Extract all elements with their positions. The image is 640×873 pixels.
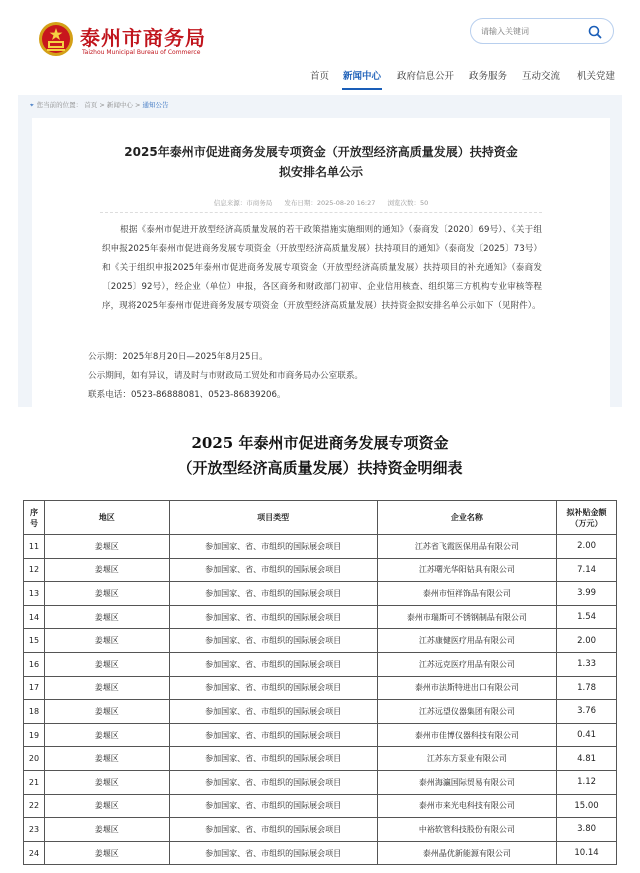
header-no-line2: 号	[29, 517, 38, 528]
row-no: 20	[24, 747, 45, 771]
row-amount: 2.00	[557, 535, 617, 559]
article-meta	[32, 198, 610, 207]
row-no: 15	[24, 629, 45, 653]
table-row	[24, 841, 617, 865]
breadcrumb-prefix: 您当前的位置：	[36, 101, 83, 109]
row-amount: 1.78	[557, 676, 617, 700]
nav-item-interaction[interactable]: 互动交流	[522, 71, 561, 82]
row-company: 泰州晶优新能源有限公司	[377, 841, 556, 865]
row-no: 23	[24, 818, 45, 842]
row-no: 17	[24, 676, 45, 700]
row-no: 14	[24, 605, 45, 629]
article-source: 信息来源：市商务局	[213, 199, 273, 207]
row-project-type: 参加国家、省、市组织的国际展会项目	[169, 700, 377, 724]
site-logo-subtitle: Taizhou Municipal Bureau of Commerce	[82, 49, 201, 56]
row-no: 24	[24, 841, 45, 865]
row-project-type: 参加国家、省、市组织的国际展会项目	[169, 676, 377, 700]
table-row	[24, 794, 617, 818]
row-region: 姜堰区	[44, 652, 169, 676]
article-date: 发布日期：2025-08-20 16:27	[284, 199, 376, 207]
row-no: 19	[24, 723, 45, 747]
row-region: 姜堰区	[44, 723, 169, 747]
table-row	[24, 629, 617, 653]
doc-title-line2: （开放型经济高质量发展）扶持资金明细表	[177, 459, 463, 477]
breadcrumb-separator: >	[99, 101, 105, 109]
site-logo-title[interactable]: 泰州市商务局	[80, 26, 206, 50]
row-company: 泰州市法斯特进出口有限公司	[377, 676, 556, 700]
row-project-type: 参加国家、省、市组织的国际展会项目	[169, 652, 377, 676]
row-region: 姜堰区	[44, 582, 169, 606]
row-company: 泰州市恒祥饰品有限公司	[377, 582, 556, 606]
header-no-line1: 序	[29, 506, 38, 517]
row-region: 姜堰区	[44, 770, 169, 794]
row-amount: 1.12	[557, 770, 617, 794]
row-no: 11	[24, 535, 45, 559]
breadcrumb-notices[interactable]: 通知公告	[142, 101, 169, 109]
table-row	[24, 770, 617, 794]
row-region: 姜堰区	[44, 558, 169, 582]
national-emblem-icon	[38, 20, 74, 58]
row-project-type: 参加国家、省、市组织的国际展会项目	[169, 747, 377, 771]
row-region: 姜堰区	[44, 747, 169, 771]
row-company: 江苏东方泵业有限公司	[377, 747, 556, 771]
article-body: 根据《泰州市促进开放型经济高质量发展的若干政策措施实施细则的通知》（泰商发〔2020〕69号）、《关于组织申报2025年泰州市促进商务发展专项资金（开放型经济高质量发展）扶持项目的通知》（泰商发〔2025〕73号）和《关于组织申报2025年泰州市促进商务发展专项资金（开放型经济高质量发展）扶持项目的补充通知》（泰商发〔2025〕92号），经企业（单位）申报，各区商务和财政部门初审、企业信用核查、组织第三方机构专业审核等程序，现将2025年泰州市促进商务发展专项资金（开放型经济高质量发展）扶持资金拟安排名单公示如下（见附件）。	[102, 225, 542, 311]
nav-item-news[interactable]: 新闻中心	[343, 71, 382, 82]
contact-phone: 联系电话：0523-86888081、0523-86839206。	[88, 390, 286, 400]
row-region: 姜堰区	[44, 700, 169, 724]
row-project-type: 参加国家、省、市组织的国际展会项目	[169, 841, 377, 865]
header-company: 企业名称	[377, 501, 556, 535]
article-title-line1: 2025年泰州市促进商务发展专项资金（开放型经济高质量发展）扶持资金	[124, 145, 518, 159]
row-company: 江苏远望仪器集团有限公司	[377, 700, 556, 724]
breadcrumb-news[interactable]: 新闻中心	[106, 101, 133, 109]
header-project-type: 项目类型	[169, 501, 377, 535]
search-icon[interactable]	[587, 24, 603, 40]
main-nav	[0, 68, 640, 90]
breadcrumb	[30, 100, 168, 110]
breadcrumb-separator: >	[134, 101, 141, 109]
table-row	[24, 605, 617, 629]
row-amount: 1.54	[557, 605, 617, 629]
table-row	[24, 535, 617, 559]
table-header-row	[24, 501, 617, 535]
row-region: 姜堰区	[44, 535, 169, 559]
nav-item-home[interactable]: 首页	[310, 71, 330, 82]
article-title-line2: 拟安排名单公示	[278, 165, 363, 179]
search-box	[470, 18, 614, 44]
row-project-type: 参加国家、省、市组织的国际展会项目	[169, 558, 377, 582]
row-project-type: 参加国家、省、市组织的国际展会项目	[169, 605, 377, 629]
row-amount: 15.00	[557, 794, 617, 818]
table-row	[24, 582, 617, 606]
row-region: 姜堰区	[44, 841, 169, 865]
row-amount: 7.14	[557, 558, 617, 582]
row-amount: 10.14	[557, 841, 617, 865]
breadcrumb-home[interactable]: 首页	[84, 101, 98, 109]
table-row	[24, 558, 617, 582]
table-row	[24, 723, 617, 747]
row-region: 姜堰区	[44, 605, 169, 629]
row-company: 泰州市来光电科技有限公司	[377, 794, 556, 818]
nav-item-services[interactable]: 政务服务	[469, 71, 508, 82]
row-project-type: 参加国家、省、市组织的国际展会项目	[169, 723, 377, 747]
row-company: 泰州海瀛国际贸易有限公司	[377, 770, 556, 794]
row-project-type: 参加国家、省、市组织的国际展会项目	[169, 770, 377, 794]
row-company: 江苏康健医疗用品有限公司	[377, 629, 556, 653]
row-region: 姜堰区	[44, 818, 169, 842]
row-company: 江苏曙光华阳钻具有限公司	[377, 558, 556, 582]
row-amount: 0.41	[557, 723, 617, 747]
row-amount: 1.33	[557, 652, 617, 676]
doc-title-line1: 2025 年泰州市促进商务发展专项资金	[191, 434, 449, 452]
row-no: 18	[24, 700, 45, 724]
table-row	[24, 652, 617, 676]
header-amount	[557, 501, 617, 535]
row-project-type: 参加国家、省、市组织的国际展会项目	[169, 582, 377, 606]
row-amount: 3.99	[557, 582, 617, 606]
row-no: 21	[24, 770, 45, 794]
header-amount-line1: 拟补贴金额	[566, 506, 607, 517]
row-region: 姜堰区	[44, 629, 169, 653]
row-no: 22	[24, 794, 45, 818]
table-row	[24, 747, 617, 771]
row-amount: 4.81	[557, 747, 617, 771]
table-row	[24, 700, 617, 724]
row-project-type: 参加国家、省、市组织的国际展会项目	[169, 794, 377, 818]
row-company: 中裕软管科技股份有限公司	[377, 818, 556, 842]
location-pin-icon: ⌖	[30, 101, 34, 109]
site-header	[0, 0, 640, 95]
row-no: 16	[24, 652, 45, 676]
row-region: 姜堰区	[44, 794, 169, 818]
funding-detail-table	[23, 500, 617, 865]
row-company: 江苏省飞霞医保用品有限公司	[377, 535, 556, 559]
article	[32, 118, 610, 407]
row-company: 江苏远克医疗用品有限公司	[377, 652, 556, 676]
nav-active-indicator	[342, 88, 382, 90]
row-region: 姜堰区	[44, 676, 169, 700]
publicity-period: 公示期：2025年8月20日—2025年8月25日。	[88, 352, 268, 362]
row-amount: 3.76	[557, 700, 617, 724]
header-no	[24, 501, 45, 535]
row-project-type: 参加国家、省、市组织的国际展会项目	[169, 629, 377, 653]
meta-divider	[100, 212, 542, 213]
article-views: 浏览次数：50	[387, 199, 429, 207]
row-no: 12	[24, 558, 45, 582]
row-company: 泰州市瑞斯可不锈钢制品有限公司	[377, 605, 556, 629]
search-input[interactable]	[481, 23, 585, 39]
header-region: 地区	[44, 501, 169, 535]
row-company: 泰州市佳博仪器科技有限公司	[377, 723, 556, 747]
table-row	[24, 818, 617, 842]
row-project-type: 参加国家、省、市组织的国际展会项目	[169, 818, 377, 842]
nav-item-party[interactable]: 机关党建	[577, 71, 616, 82]
row-no: 13	[24, 582, 45, 606]
table-row	[24, 676, 617, 700]
nav-item-gov-info[interactable]: 政府信息公开	[397, 71, 455, 82]
row-amount: 3.80	[557, 818, 617, 842]
article-title	[32, 142, 610, 182]
row-amount: 2.00	[557, 629, 617, 653]
row-project-type: 参加国家、省、市组织的国际展会项目	[169, 535, 377, 559]
objection-notice: 公示期间，如有异议，请及时与市财政局工贸处和市商务局办公室联系。	[88, 371, 364, 381]
header-amount-line2: （万元）	[570, 517, 603, 528]
